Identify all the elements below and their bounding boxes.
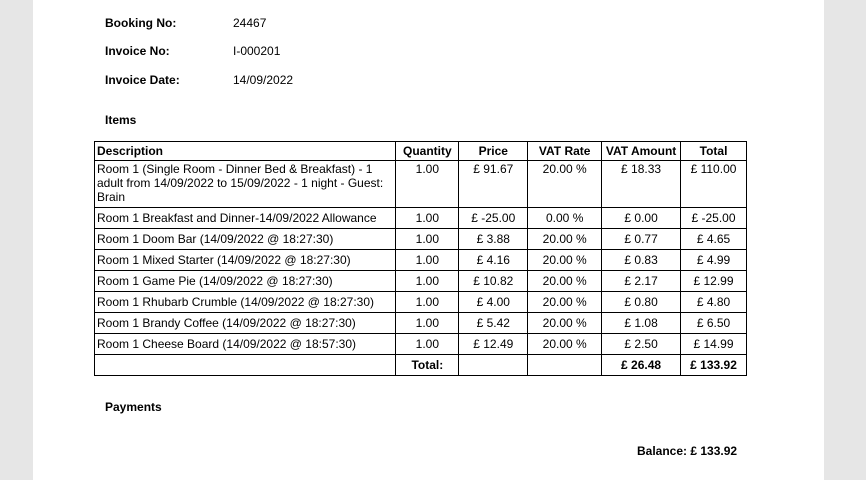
cell-price: £ -25.00: [459, 208, 528, 229]
cell-vat-rate: 0.00 %: [528, 208, 602, 229]
cell-price: £ 91.67: [459, 161, 528, 208]
cell-price: £ 10.82: [459, 271, 528, 292]
cell-price: £ 4.16: [459, 250, 528, 271]
cell-total: £ 4.80: [681, 292, 747, 313]
cell-quantity: 1.00: [396, 161, 459, 208]
cell-price: £ 5.42: [459, 313, 528, 334]
cell-description: Room 1 Doom Bar (14/09/2022 @ 18:27:30): [95, 229, 396, 250]
cell-vat-rate: 20.00 %: [528, 161, 602, 208]
cell-total: £ 4.65: [681, 229, 747, 250]
cell-total: £ 6.50: [681, 313, 747, 334]
cell-vat-rate: 20.00 %: [528, 229, 602, 250]
cell-quantity: 1.00: [396, 271, 459, 292]
table-row: [95, 271, 747, 292]
cell-vat-amount: £ 1.08: [602, 313, 681, 334]
invoice-no-row: [105, 44, 280, 58]
cell-description: Room 1 (Single Room - Dinner Bed & Breakfast) - 1 adult from 14/09/2022 to 15/09/2022 - 1 night - Guest: Brain: [95, 161, 396, 208]
invoice-date-row: [105, 73, 293, 87]
cell-description: Room 1 Brandy Coffee (14/09/2022 @ 18:27:30): [95, 313, 396, 334]
items-header-row: [95, 142, 747, 161]
cell-vat-amount: £ 0.00: [602, 208, 681, 229]
cell-price: £ 4.00: [459, 292, 528, 313]
header-description: Description: [95, 142, 396, 161]
cell-vat-rate: 20.00 %: [528, 313, 602, 334]
table-row: [95, 292, 747, 313]
cell-vat-amount: £ 0.80: [602, 292, 681, 313]
table-row: [95, 313, 747, 334]
cell-quantity: 1.00: [396, 250, 459, 271]
cell-total: £ -25.00: [681, 208, 747, 229]
header-total: Total: [681, 142, 747, 161]
totals-vat-amount: £ 26.48: [602, 355, 681, 376]
header-price: Price: [459, 142, 528, 161]
cell-quantity: 1.00: [396, 208, 459, 229]
cell-vat-rate: 20.00 %: [528, 250, 602, 271]
cell-total: £ 4.99: [681, 250, 747, 271]
header-vat-amount: VAT Amount: [602, 142, 681, 161]
totals-empty-cell: [528, 355, 602, 376]
totals-empty-cell: [95, 355, 396, 376]
invoice-no-value: I-000201: [233, 44, 281, 58]
items-table: [94, 141, 747, 376]
cell-description: Room 1 Mixed Starter (14/09/2022 @ 18:27:30): [95, 250, 396, 271]
items-heading: Items: [105, 113, 137, 127]
table-row: [95, 229, 747, 250]
invoice-date-value: 14/09/2022: [233, 73, 294, 87]
cell-vat-amount: £ 0.83: [602, 250, 681, 271]
cell-price: £ 3.88: [459, 229, 528, 250]
totals-empty-cell: [459, 355, 528, 376]
cell-vat-rate: 20.00 %: [528, 271, 602, 292]
table-row: [95, 161, 747, 208]
invoice-date-label: Invoice Date:: [105, 73, 180, 87]
cell-quantity: 1.00: [396, 313, 459, 334]
booking-no-row: [105, 16, 266, 30]
cell-quantity: 1.00: [396, 292, 459, 313]
cell-description: Room 1 Breakfast and Dinner-14/09/2022 Allowance: [95, 208, 396, 229]
cell-vat-rate: 20.00 %: [528, 292, 602, 313]
booking-no-label: Booking No:: [105, 16, 177, 30]
cell-description: Room 1 Rhubarb Crumble (14/09/2022 @ 18:27:30): [95, 292, 396, 313]
table-row: [95, 208, 747, 229]
cell-quantity: 1.00: [396, 334, 459, 355]
cell-price: £ 12.49: [459, 334, 528, 355]
totals-label: Total:: [396, 355, 459, 376]
table-row: [95, 250, 747, 271]
cell-vat-amount: £ 2.50: [602, 334, 681, 355]
cell-vat-amount: £ 18.33: [602, 161, 681, 208]
cell-total: £ 110.00: [681, 161, 747, 208]
header-quantity: Quantity: [396, 142, 459, 161]
header-vat-rate: VAT Rate: [528, 142, 602, 161]
cell-total: £ 12.99: [681, 271, 747, 292]
cell-description: Room 1 Game Pie (14/09/2022 @ 18:27:30): [95, 271, 396, 292]
table-row: [95, 334, 747, 355]
cell-total: £ 14.99: [681, 334, 747, 355]
cell-vat-rate: 20.00 %: [528, 334, 602, 355]
cell-vat-amount: £ 0.77: [602, 229, 681, 250]
cell-vat-amount: £ 2.17: [602, 271, 681, 292]
invoice-page: [33, 0, 824, 480]
cell-description: Room 1 Cheese Board (14/09/2022 @ 18:57:30): [95, 334, 396, 355]
balance-text: Balance: £ 133.92: [637, 444, 738, 458]
totals-row: [95, 355, 747, 376]
payments-heading: Payments: [105, 400, 162, 414]
totals-total: £ 133.92: [681, 355, 747, 376]
invoice-no-label: Invoice No:: [105, 44, 170, 58]
cell-quantity: 1.00: [396, 229, 459, 250]
booking-no-value: 24467: [233, 16, 267, 30]
